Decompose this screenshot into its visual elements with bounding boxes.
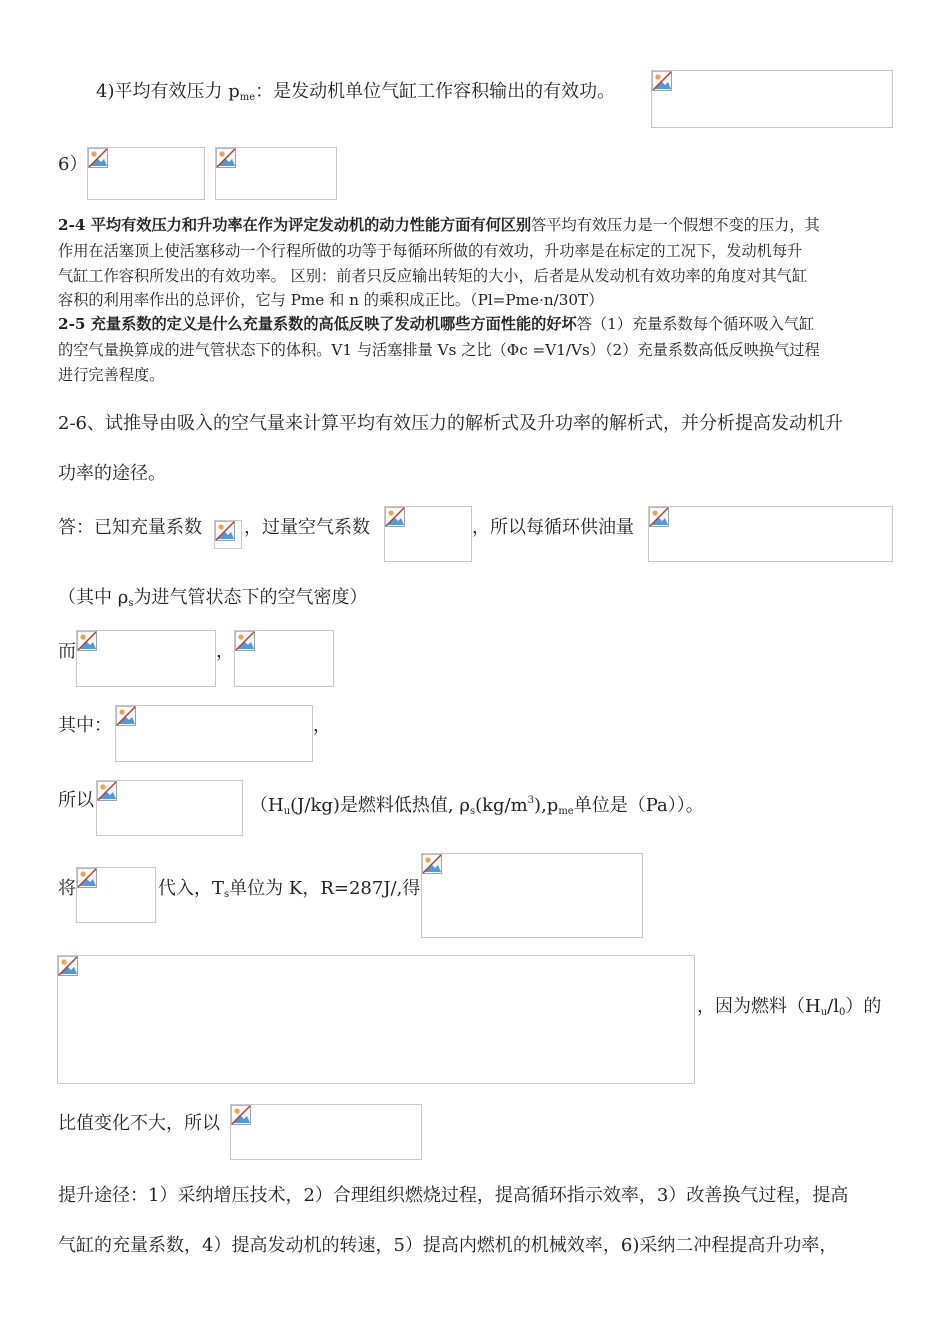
- formula-image: [421, 853, 643, 938]
- formula-image: [384, 506, 472, 562]
- formula-image: [115, 705, 313, 762]
- question-2-5-line-2: 的空气量换算成的进气管状态下的体积。V1 与活塞排量 Vs 之比（Φc =V1/Vs）（2）充量系数高低反映换气过程: [58, 341, 820, 359]
- question-2-5-line-3: 进行完善程度。: [58, 366, 165, 384]
- broken-image-icon: [216, 148, 236, 168]
- broken-image-icon: [649, 507, 669, 527]
- air-density-note: （其中 $\rho_s$为进气管状态下的空气密度）: [58, 587, 368, 609]
- comma: ，: [313, 715, 331, 736]
- comma: ，: [216, 641, 234, 662]
- and-label: 而: [58, 641, 76, 662]
- answer-known-charge-coefficient: 答：已知充量系数: [58, 517, 202, 538]
- improvement-methods-line-2: 气缸的充量系数，4）提高发动机的转速，5）提高内燃机的机械效率，6)采纳二冲程提高升功率，: [58, 1235, 838, 1256]
- question-2-4-line-3: 气缸工作容积所发出的有效功率。 区别：前者只反应输出转矩的大小，后者是从发动机有效功率的角度对其气缸: [58, 267, 808, 285]
- question-2-6-line-1: 2-6、试推导由吸入的空气量来计算平均有效压力的解析式及升功率的解析式，并分析提高发动机升: [58, 413, 843, 434]
- question-2-4-line-1: 2-4 平均有效压力和升功率在作为评定发动机的动力性能方面有何区别答平均有效压力是一个假想不变的压力，其: [58, 216, 820, 234]
- broken-image-icon: [88, 148, 108, 168]
- broken-image-icon: [77, 868, 97, 888]
- broken-image-icon: [235, 631, 255, 651]
- formula-image: [230, 1104, 422, 1160]
- formula-image: [96, 780, 243, 836]
- formula-image: [76, 867, 156, 923]
- formula-image: [76, 630, 216, 687]
- broken-image-icon: [116, 706, 136, 726]
- broken-image-icon: [215, 521, 235, 541]
- broken-image-icon: [58, 956, 78, 976]
- answer-excess-air-coefficient: ，过量空气系数: [244, 517, 370, 538]
- answer-fuel-per-cycle: ，所以每循环供油量: [472, 517, 634, 538]
- ratio-constant-note: 比值变化不大，所以: [58, 1113, 220, 1134]
- formula-image: [648, 506, 893, 562]
- formula-image: [87, 147, 205, 200]
- broken-image-icon: [652, 71, 672, 91]
- broken-image-icon: [231, 1105, 251, 1125]
- fuel-ratio-note: ，因为燃料$(H_u/l_0)$的: [697, 996, 882, 1018]
- item-6-label: 6）: [58, 154, 88, 175]
- question-2-6-line-2: 功率的途径。: [58, 463, 166, 484]
- formula-image: [234, 630, 334, 687]
- units-note: （$H_u(J/kg)$是燃料低热值, $\rho_s(kg/m^3),p_{me}$单位是（Pa））。: [250, 795, 704, 817]
- formula-image: [651, 70, 893, 128]
- substitute-label: 将: [58, 878, 76, 899]
- pme-definition: 4)平均有效压力 $p_{me}$：是发动机单位气缸工作容积输出的有效功。: [96, 81, 616, 103]
- question-2-4-heading: 2-4 平均有效压力和升功率在作为评定发动机的动力性能方面有何区别: [58, 216, 532, 234]
- question-2-5-line-1: 2-5 充量系数的定义是什么充量系数的高低反映了发动机哪些方面性能的好坏答（1）充量系数每个循环吸入气缸: [58, 315, 815, 333]
- formula-image-large: [57, 955, 695, 1084]
- question-2-4-line-2: 作用在活塞顶上使活塞移动一个行程所做的功等于每循环所做的有效功，升功率是在标定的工况下，发动机每升: [58, 242, 803, 260]
- question-2-4-line-4: 容积的利用率作出的总评价，它与 Pme 和 n 的乘积成正比。（Pl=Pme·n/30T）: [58, 291, 604, 309]
- broken-image-icon: [97, 781, 117, 801]
- improvement-methods-line-1: 提升途径：1）采纳增压技术，2）合理组织燃烧过程，提高循环指示效率，3）改善换气过程，提高: [58, 1185, 849, 1206]
- substitute-note: 代入，$T_s$单位为 K，R=287J/,得: [158, 878, 421, 900]
- formula-image: [214, 520, 242, 549]
- formula-image: [215, 147, 337, 200]
- broken-image-icon: [77, 631, 97, 651]
- broken-image-icon: [422, 854, 442, 874]
- where-label: 其中：: [58, 715, 112, 736]
- broken-image-icon: [385, 507, 405, 527]
- question-2-5-heading: 2-5 充量系数的定义是什么充量系数的高低反映了发动机哪些方面性能的好坏: [58, 315, 577, 333]
- therefore-label: 所以: [58, 790, 94, 811]
